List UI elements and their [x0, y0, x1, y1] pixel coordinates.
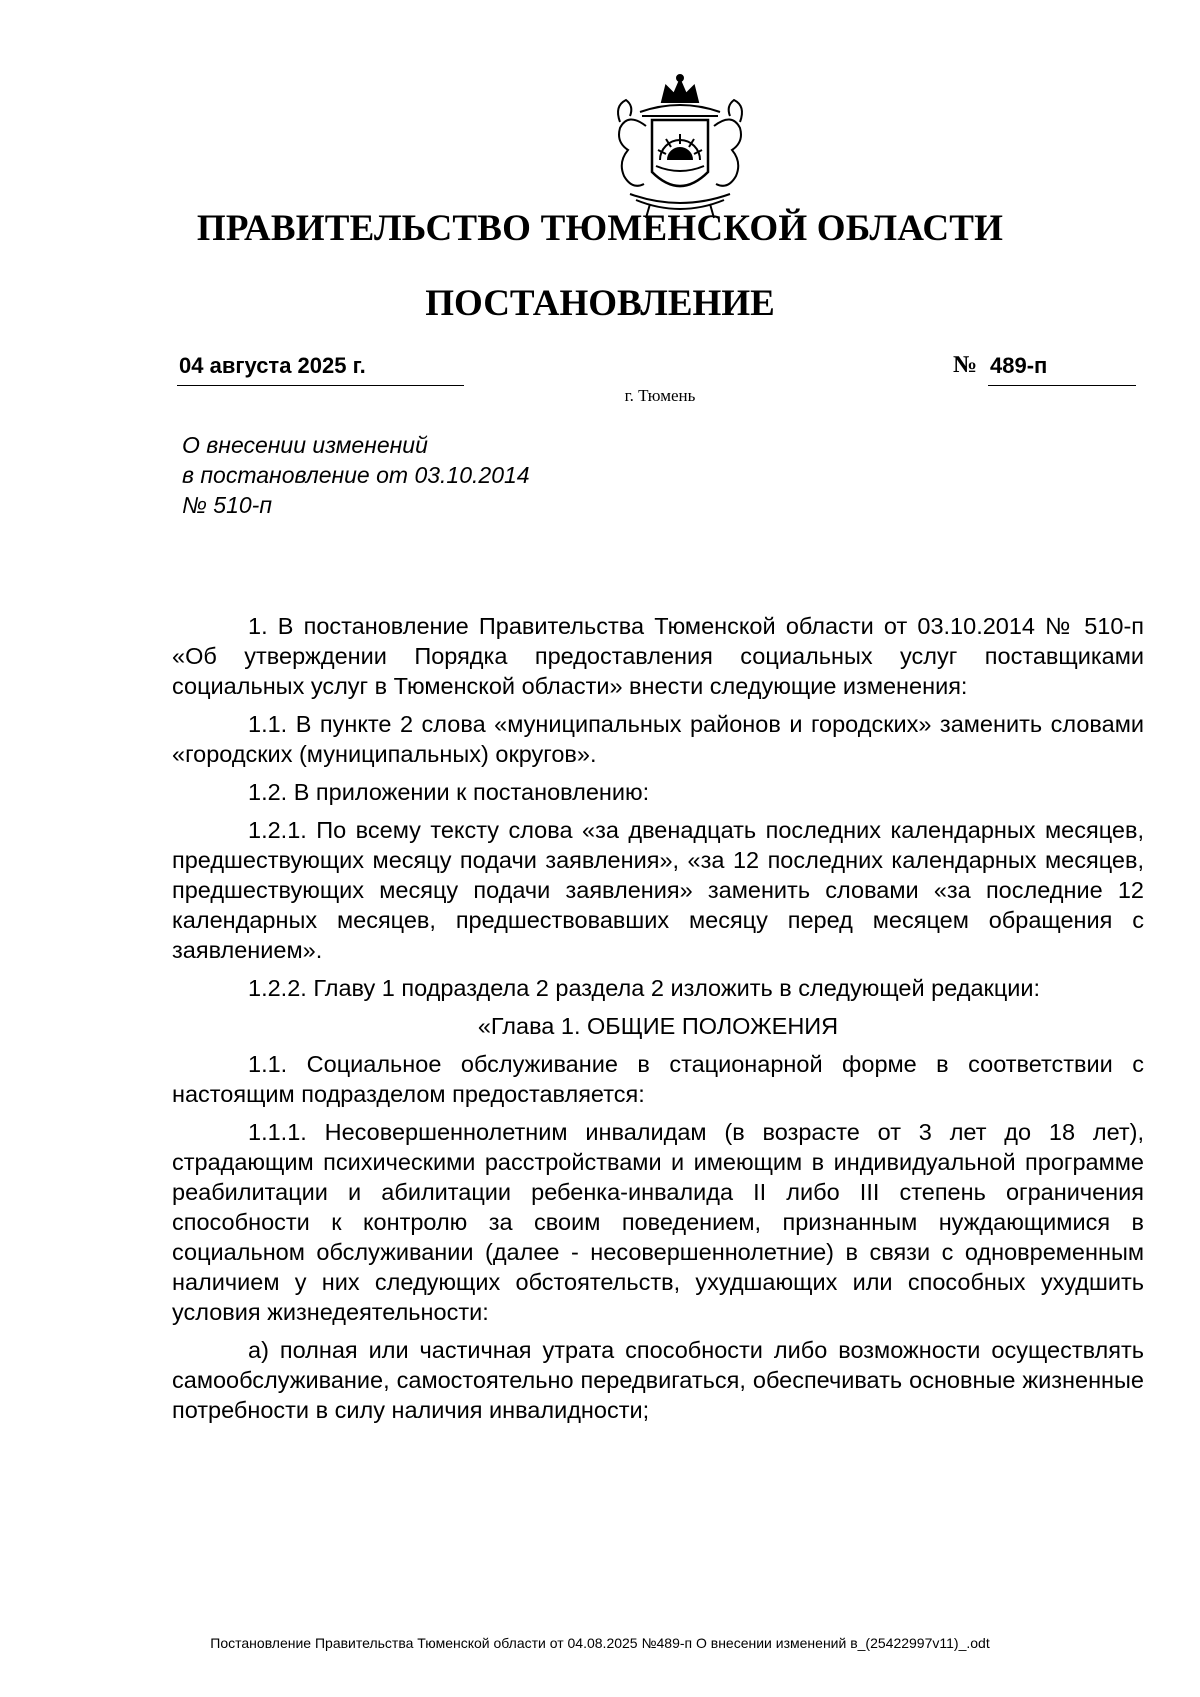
- body-paragraph: а) полная или частичная утрата способности либо возможности осуществлять самообслуживание, самостоятельно передвигаться, обеспечивать основные жизненные потребности в силу наличия инвалидности;: [172, 1337, 1144, 1423]
- number-sign: №: [953, 352, 978, 378]
- chapter-heading: «Глава 1. ОБЩИЕ ПОЛОЖЕНИЯ: [477, 1013, 839, 1039]
- document-footer: Постановление Правительства Тюменской области от 04.08.2025 №489-п О внесении изменений в_(25422997v11)_.odt: [210, 1635, 990, 1651]
- body-paragraph: 1.2.2. Главу 1 подраздела 2 раздела 2 изложить в следующей редакции:: [248, 975, 1041, 1001]
- subject-line: в постановление от 03.10.2014: [182, 462, 530, 488]
- body-paragraph: 1. В постановление Правительства Тюменской области от 03.10.2014 № 510-п «Об утверждении Порядка предоставления социальных услуг поставщиками социальных услуг в Тюменской области» внести следующие изменения:: [172, 613, 1144, 699]
- city-label: г. Тюмень: [624, 386, 696, 405]
- document-subject: [182, 430, 530, 520]
- tyumen-region-coat-of-arms-icon: [590, 72, 770, 222]
- subject-line: О внесении изменений: [182, 432, 428, 458]
- organization-title: ПРАВИТЕЛЬСТВО ТЮМЕНСКОЙ ОБЛАСТИ: [196, 208, 1004, 249]
- document-date-field: [177, 353, 464, 386]
- subject-line: № 510-п: [182, 492, 272, 518]
- document-type-title: ПОСТАНОВЛЕНИЕ: [425, 283, 775, 324]
- body-paragraph: 1.1. В пункте 2 слова «муниципальных районов и городских» заменить словами «городских (муниципальных) округов».: [172, 711, 1144, 767]
- document-body: [172, 611, 1144, 1433]
- body-paragraph: 1.1.1. Несовершеннолетним инвалидам (в возрасте от 3 лет до 18 лет), страдающим психическими расстройствами и имеющим в индивидуальной программе реабилитации и абилитации ребенка-инвалида II либо III степень ограничения способности к контролю за своим поведением, признанным нуждающимися в социальном обслуживании (далее - несовершеннолетние) в связи с одновременным наличием у них следующих обстоятельств, ухудшающих или способных ухудшить условия жизнедеятельности:: [172, 1119, 1144, 1325]
- body-paragraph: 1.1. Социальное обслуживание в стационарной форме в соответствии с настоящим подразделом предоставляется:: [172, 1051, 1144, 1107]
- document-number-field: [988, 353, 1136, 386]
- body-paragraph: 1.2.1. По всему тексту слова «за двенадцать последних календарных месяцев, предшествующих месяцу подачи заявления», «за 12 последних календарных месяцев, предшествующих месяцу подачи заявления» заменить словами «за последние 12 календарных месяцев, предшествовавших месяцу перед месяцем обращения с заявлением».: [172, 817, 1144, 963]
- document-date: 04 августа 2025 г.: [179, 353, 366, 378]
- body-paragraph: 1.2. В приложении к постановлению:: [248, 779, 650, 805]
- document-number: 489-п: [990, 353, 1048, 378]
